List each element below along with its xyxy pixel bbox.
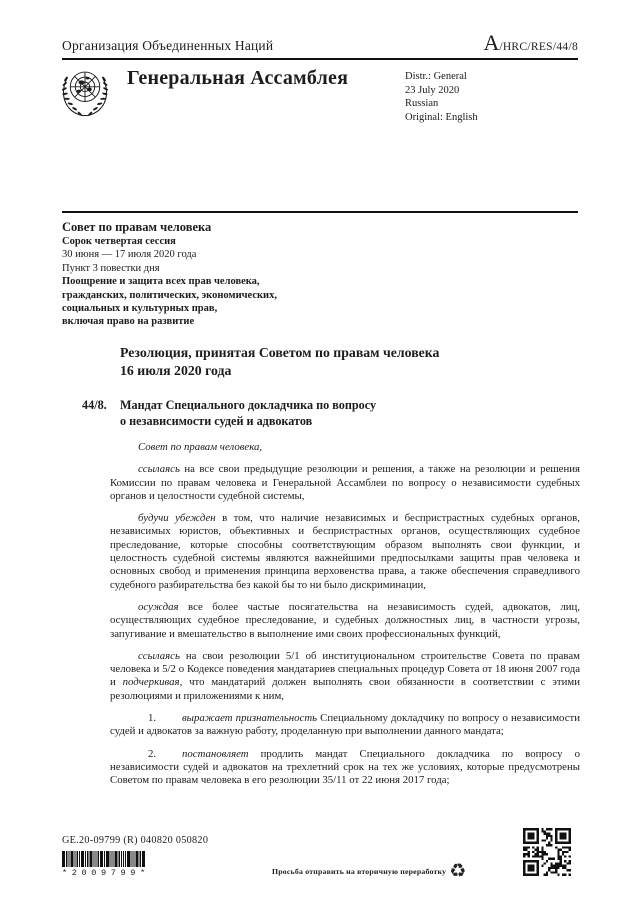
resolution-title bbox=[120, 344, 580, 380]
resolution-heading bbox=[82, 398, 502, 430]
org-name: Организация Объединенных Наций bbox=[62, 38, 274, 53]
body-paragraph: ссылаясь на все свои предыдущие резолюции и решения, а также на резолюции и решения Комиссии по правам человека и Генеральной Ассамблеи по вопросу о независимости судебных органов и целостности судебной системы, bbox=[110, 463, 580, 502]
agenda-title-line: гражданских, политических, экономических, bbox=[62, 289, 277, 301]
qr-code bbox=[523, 828, 571, 876]
distr-line: Distr.: General bbox=[405, 71, 467, 82]
body-paragraph: осуждая все более частые посягательства на независимость судей, адвокатов, лиц, осуществляющих судебное преследование, и судебных должностных лиц, в частности угрозы, запугивание и вмешательство в выполнение ими своих профессиональных функций, bbox=[110, 600, 580, 640]
session-block bbox=[62, 219, 277, 329]
barcode-text: *2009799* bbox=[62, 868, 150, 878]
body-paragraph: будучи убежден в том, что наличие независимых и беспристрастных судебных органов, независимых юристов, объективных и беспристрастных органов, осуществляющих судебное преследование, которые способны соответствующим образом выполнять свои функции, и целостность судебной системы являются важнейшими предпосылками защиты прав человека и основных свобод и применения принципа верховенства права, а также обеспечения справедливого судебного разбирательства без какой бы то ни было дискриминации, bbox=[110, 512, 580, 591]
agenda-title-line: включая право на развитие bbox=[62, 316, 195, 328]
ge-number: GE.20-09799 (R) 040820 050820 bbox=[62, 835, 209, 846]
resolution-subject-line: Мандат Специального докладчика по вопросу bbox=[120, 398, 377, 412]
document-symbol-letter: A bbox=[483, 30, 500, 55]
resolution-title-line: Резолюция, принятая Советом по правам человека bbox=[120, 345, 440, 360]
document-symbol-rest: /HRC/RES/44/8 bbox=[499, 41, 578, 53]
distr-line: Original: English bbox=[405, 111, 478, 123]
council-name: Совет по правам человека bbox=[62, 220, 212, 234]
agenda-title-line: социальных и культурных прав, bbox=[62, 303, 218, 315]
distr-line: Russian bbox=[405, 98, 439, 109]
resolution-title-line: 16 июля 2020 года bbox=[120, 363, 232, 378]
paragraph-number: 1. bbox=[148, 712, 157, 725]
recycle-note bbox=[272, 862, 517, 881]
recycle-icon: ♻ bbox=[449, 861, 467, 882]
body-paragraph: 2. постановляет продлить мандат Специального докладчика по вопросу о независимости судей и адвокатов на трехлетний срок на тех же условиях, которые предусмотрены Советом по правам человека в его резолюции 35/11 от 22 июня 2017 года; bbox=[110, 747, 580, 787]
resolution-number: 44/8. bbox=[82, 398, 107, 412]
session-name: Сорок четвертая сессия bbox=[62, 236, 176, 247]
body-paragraphs bbox=[110, 441, 580, 797]
header-rule-top bbox=[62, 58, 578, 60]
assembly-title: Генеральная Ассамблея bbox=[127, 67, 349, 89]
body-paragraph: ссылаясь на свои резолюции 5/1 об институциональном строительстве Совета по правам человека и 5/2 о Кодексе поведения мандатариев специальных процедур Совета от 18 июня 2007 года и подчеркивая, что мандатарий должен выполнять свои обязанности в соответствии с этими резолюциями и приложениями к ним, bbox=[110, 649, 580, 702]
resolution-subject-line: о независимости судей и адвокатов bbox=[120, 413, 313, 428]
distr-line: 23 July 2020 bbox=[405, 84, 460, 96]
recycle-note-text: Просьба отправить на вторичную переработку bbox=[272, 867, 447, 876]
un-emblem-icon bbox=[59, 64, 111, 120]
agenda-title-line: Поощрение и защита всех прав человека, bbox=[62, 276, 260, 288]
document-symbol bbox=[483, 30, 578, 56]
agenda-item: Пункт 3 повестки дня bbox=[62, 262, 160, 274]
header-rule-bottom bbox=[62, 211, 578, 213]
session-dates: 30 июня — 17 июля 2020 года bbox=[62, 249, 197, 261]
barcode bbox=[62, 851, 152, 878]
distribution-block bbox=[405, 70, 478, 124]
paragraph-number: 2. bbox=[148, 747, 157, 760]
body-paragraph: 1. выражает признательность Специальному докладчику по вопросу о независимости судей и адвокатов за важную работу, проделанную при выполнении данного мандата; bbox=[110, 712, 580, 738]
body-paragraph: Совет по правам человека, bbox=[138, 441, 263, 453]
